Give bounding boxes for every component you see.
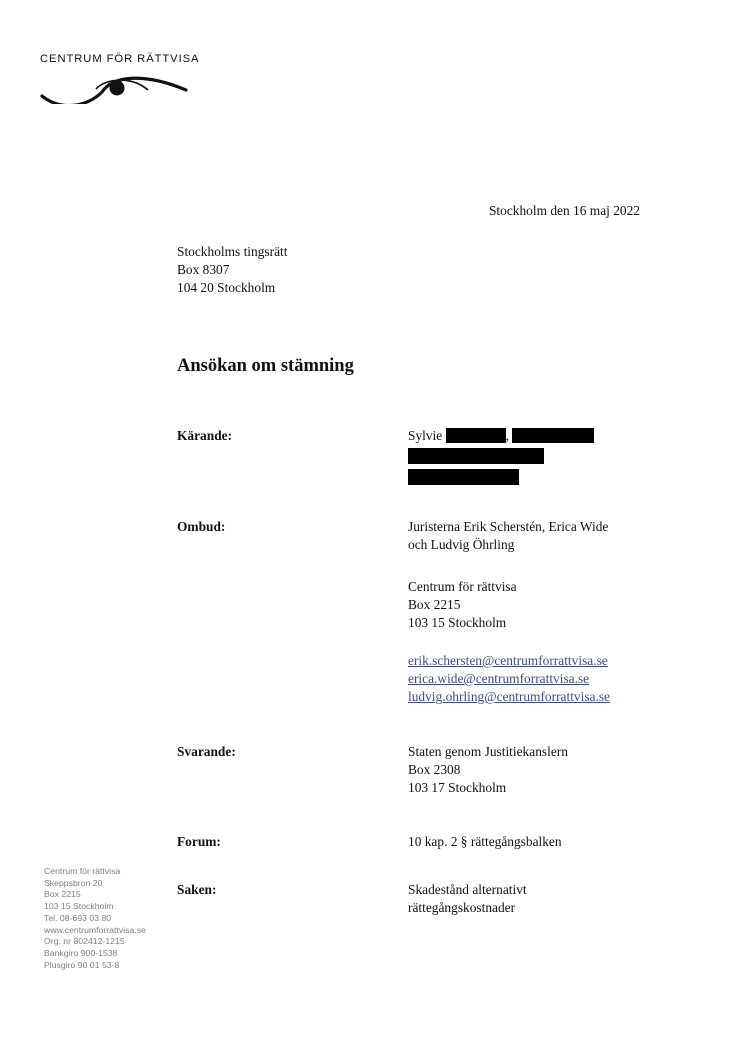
footer-line: Box 2215 xyxy=(44,889,81,900)
redaction-bar xyxy=(408,448,544,464)
saken-line: rättegångskostnader xyxy=(408,900,516,915)
document-heading: Ansökan om stämning xyxy=(177,356,354,376)
footer-line: Centrum för rättvisa xyxy=(44,866,121,876)
ombud-names-line: och Ludvig Öhrling xyxy=(408,537,515,552)
ombud-org-line: 103 15 Stockholm xyxy=(408,615,507,630)
karande-label: Kärande: xyxy=(177,428,233,443)
footer-line: Tel. 08-693 03 80 xyxy=(44,912,112,923)
recipient-address xyxy=(177,243,287,297)
footer-line: Org. nr 802412-1215 xyxy=(44,936,125,947)
forum-label: Forum: xyxy=(177,834,221,849)
redaction-bar xyxy=(408,469,519,485)
email-link-ludvig[interactable]: ludvig.ohrling@centrumforrattvisa.se xyxy=(408,689,610,704)
svarande-value xyxy=(408,743,568,797)
redaction-bar xyxy=(446,428,506,443)
logo-text: CENTRUM FÖR RÄTTVISA xyxy=(40,53,200,65)
ombud-names xyxy=(408,518,608,554)
ombud-label: Ombud: xyxy=(177,519,226,534)
svarande-line: Box 2308 xyxy=(408,762,461,777)
date-line: Stockholm den 16 maj 2022 xyxy=(488,203,640,218)
ombud-names-line: Juristerna Erik Scherstén, Erica Wide xyxy=(408,519,609,534)
forum-value: 10 kap. 2 § rättegångsbalken xyxy=(408,834,562,849)
karande-value xyxy=(408,427,594,487)
email-link-erica[interactable]: erica.wide@centrumforrattvisa.se xyxy=(408,671,590,686)
karande-name: Sylvie xyxy=(408,428,443,443)
recipient-line: Box 8307 xyxy=(177,262,230,277)
svarande-line: Staten genom Justitiekanslern xyxy=(408,744,568,759)
footer-line: Bankgiro 900-1538 xyxy=(44,947,118,958)
ombud-org-address xyxy=(408,578,517,632)
footer-line: www.centrumforrattvisa.se xyxy=(44,924,146,935)
saken-line: Skadestånd alternativt xyxy=(408,882,527,897)
footer-line: Plusgiro 90 01 53-8 xyxy=(44,959,120,970)
recipient-line: 104 20 Stockholm xyxy=(177,280,276,295)
recipient-line: Stockholms tingsrätt xyxy=(177,244,288,259)
svarande-line: 103 17 Stockholm xyxy=(408,780,507,795)
saken-value xyxy=(408,881,527,917)
footer-line: 103 15 Stockholm xyxy=(44,901,114,912)
ombud-org-line: Box 2215 xyxy=(408,597,461,612)
ombud-emails xyxy=(408,652,610,706)
svarande-label: Svarande: xyxy=(177,744,236,759)
email-link-erik[interactable]: erik.schersten@centrumforrattvisa.se xyxy=(408,653,608,668)
footer-contact-info xyxy=(44,866,146,971)
redaction-bar xyxy=(512,428,594,443)
eye-logo-icon xyxy=(40,72,190,104)
ombud-org-line: Centrum för rättvisa xyxy=(408,579,517,594)
footer-line: Skeppsbron 20 xyxy=(44,877,103,888)
karande-separator: , xyxy=(505,428,509,443)
saken-label: Saken: xyxy=(177,882,217,897)
